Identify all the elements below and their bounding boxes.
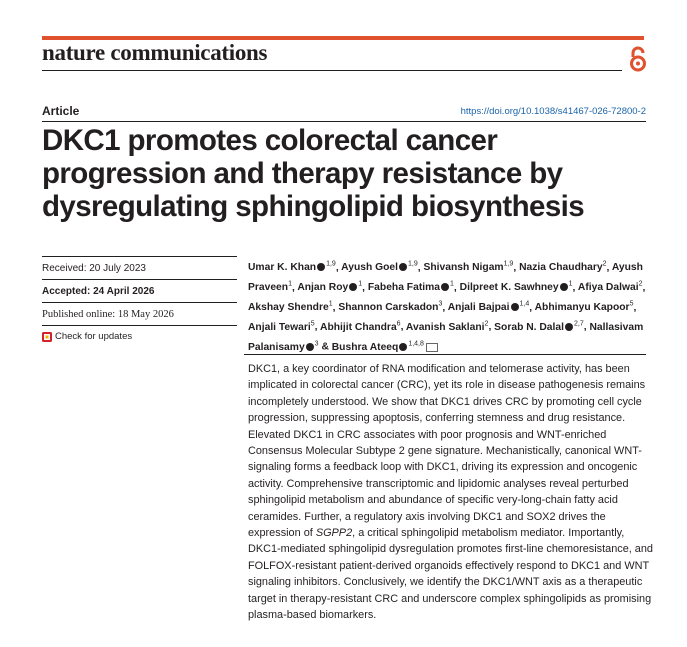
author-affiliation: 3	[438, 300, 443, 308]
author-affiliation: 1	[450, 280, 454, 288]
author-entry	[368, 282, 454, 293]
author-entry	[578, 282, 643, 293]
author-affiliation: 1,9	[503, 261, 514, 268]
orcid-icon[interactable]	[441, 283, 449, 291]
abstract-text-2: , a critical sphingolipid metabolism mediator. Importantly, DKC1-mediated sphingolipid dysregulation promotes first-line chemoresistance, and FOLFOX-resistant patient-derived organoids effectively respond to DKC1 and WNT signaling inhibitors. Conclusively, we identify the DKC1/WNT axis as a therapeutic target in therapy-resistant CRC and underscore complex sphingolipids as promising plasma-based biomarkers.	[248, 527, 653, 622]
orcid-icon[interactable]	[560, 283, 568, 291]
crossmark-icon	[42, 332, 52, 342]
author-entry	[341, 262, 418, 273]
author-name[interactable]: Afiya Dalwai	[577, 282, 639, 294]
author-name[interactable]: Bushra Ateeq	[331, 341, 399, 353]
author-entry	[406, 322, 489, 333]
published-date: Published online: 18 May 2026	[42, 303, 237, 326]
author-affiliation: 1,4	[519, 300, 530, 308]
abstract-rule	[244, 354, 646, 355]
author-entry	[423, 262, 513, 273]
author-name[interactable]: Anjali Bajpai	[447, 302, 510, 314]
article-title: DKC1 promotes colorectal cancer progression and therapy resistance by dysregulating sphingolipid biosynthesis	[42, 124, 585, 223]
author-name[interactable]: Dilpreet K. Sawhney	[459, 282, 559, 294]
author-entry	[297, 282, 362, 293]
author-name[interactable]: Shivansh Nigam	[423, 262, 504, 274]
author-name[interactable]: Abhimanyu Kapoor	[534, 302, 630, 314]
article-type: Article	[42, 104, 80, 118]
check-for-updates-label: Check for updates	[55, 331, 133, 342]
abstract	[248, 361, 658, 624]
author-affiliation: 1	[358, 280, 363, 288]
author-affiliation: 2,7	[573, 320, 584, 328]
author-affiliation: 1	[328, 300, 333, 308]
author-name[interactable]: Abhijit Chandra	[320, 321, 397, 333]
author-name[interactable]: Anjan Roy	[297, 282, 349, 294]
author-name[interactable]: Ayush Praveen	[248, 262, 643, 294]
author-name[interactable]: Anjali Tewari	[248, 321, 311, 333]
author-affiliation: 5	[310, 320, 315, 328]
author-name[interactable]: Shannon Carskadon	[338, 302, 439, 314]
author-affiliation: 2	[638, 280, 643, 288]
journal-name: nature communications	[42, 40, 268, 65]
author-list: Umar K. Khan $^{1,9}$, Ayush Goel $^{1,9}$, Shivansh Nigam$^{1,9}$, Nazia Chaudhary$^2$, Ayush Praveen$^1$, Anjan Roy $^1$, Fabeha Fatima $^1$, Dilpreet K. Sawhney $^1$, Afiya Dalwai$^2$, Akshay Shendre$^1$, Shannon Carskadon$^3$, Anjali Bajpai $^{1,4}$, Abhimanyu Kapoor$^5$, Anjali Tewari$^5$, Abhijit Chandra$^6$, Avanish Saklani$^2$, Sorab N. Dalal $^{2,7}$, Nallasivam Palanisamy $^3$ & Bushra Ateeq $^{1,4,8}$	[248, 261, 646, 353]
author-entry	[460, 282, 573, 293]
author-name[interactable]: Ayush Goel	[341, 262, 399, 274]
author-affiliation: 1,9	[326, 261, 336, 268]
orcid-icon[interactable]	[317, 263, 325, 271]
received-date: Received: 20 July 2023	[42, 256, 237, 280]
author-entry	[320, 322, 401, 333]
author-entry	[248, 262, 336, 273]
check-for-updates-button[interactable]	[42, 326, 237, 347]
orcid-icon[interactable]	[399, 263, 407, 271]
doi-link[interactable]: https://doi.org/10.1038/s41467-026-72800-2	[460, 106, 646, 117]
author-entry	[535, 302, 634, 313]
dates-panel	[42, 256, 237, 347]
email-icon[interactable]	[426, 343, 438, 352]
author-affiliation: 5	[629, 300, 634, 308]
abstract-gene: SGPP2	[315, 527, 353, 540]
open-access-lock-icon	[627, 46, 649, 72]
orcid-icon[interactable]	[306, 343, 314, 351]
author-name[interactable]: Avanish Saklani	[405, 321, 485, 333]
author-entry	[448, 302, 530, 313]
author-affiliation: 1,4,8	[408, 340, 424, 348]
author-entry	[519, 262, 606, 273]
author-name[interactable]: Nazia Chaudhary	[519, 262, 603, 274]
author-affiliation: 6	[396, 320, 401, 328]
orcid-icon[interactable]	[349, 283, 357, 291]
author-entry	[338, 302, 442, 313]
author-entry	[332, 342, 438, 353]
title-rule	[42, 121, 646, 122]
accepted-date: Accepted: 24 April 2026	[42, 280, 237, 303]
author-affiliation: 1	[568, 280, 573, 288]
author-name[interactable]: Umar K. Khan	[248, 262, 317, 274]
orcid-icon[interactable]	[565, 323, 573, 331]
author-name[interactable]: Nallasivam Palanisamy	[248, 321, 644, 353]
author-entry	[494, 322, 584, 333]
author-affiliation: 2	[602, 261, 607, 268]
abstract-text-1: DKC1, a key coordinator of RNA modification and telomerase activity, has been implicated in colorectal cancer (CRC), yet its role in disease pathogenesis remains incompletely understood. We show that DKC1 drives CRC by promoting cell cycle progression, suppressing apoptosis, conferring stemness and drug resistance. Elevated DKC1 in CRC associates with poor prognosis and WNT-enriched Consensus Molecular Subtype 2 gene signature. Mechanistically, canonical WNT-signaling forms a feedback loop with DKC1, driving its expression and oncogenic activity. Comprehensive transcriptomic and lipidomic analyses reveal perturbed sphingolipid metabolism and abundance of specific very-long-chain fatty acid ceramides. Further, a regulatory axis involving DKC1 and SOX2 drives the expression of	[248, 363, 646, 540]
author-affiliation: 1	[288, 280, 292, 288]
author-name[interactable]: Sorab N. Dalal	[494, 321, 564, 333]
author-name[interactable]: Akshay Shendre	[248, 302, 329, 314]
orcid-icon[interactable]	[399, 343, 407, 351]
author-affiliation: 1,9	[408, 261, 418, 268]
author-entry	[248, 302, 333, 313]
author-entry	[248, 322, 315, 333]
author-affiliation: 2	[484, 320, 489, 328]
author-name[interactable]: Fabeha Fatima	[367, 282, 440, 294]
author-affiliation: 3	[314, 340, 319, 348]
orcid-icon[interactable]	[511, 303, 519, 311]
journal-rule	[42, 70, 622, 71]
